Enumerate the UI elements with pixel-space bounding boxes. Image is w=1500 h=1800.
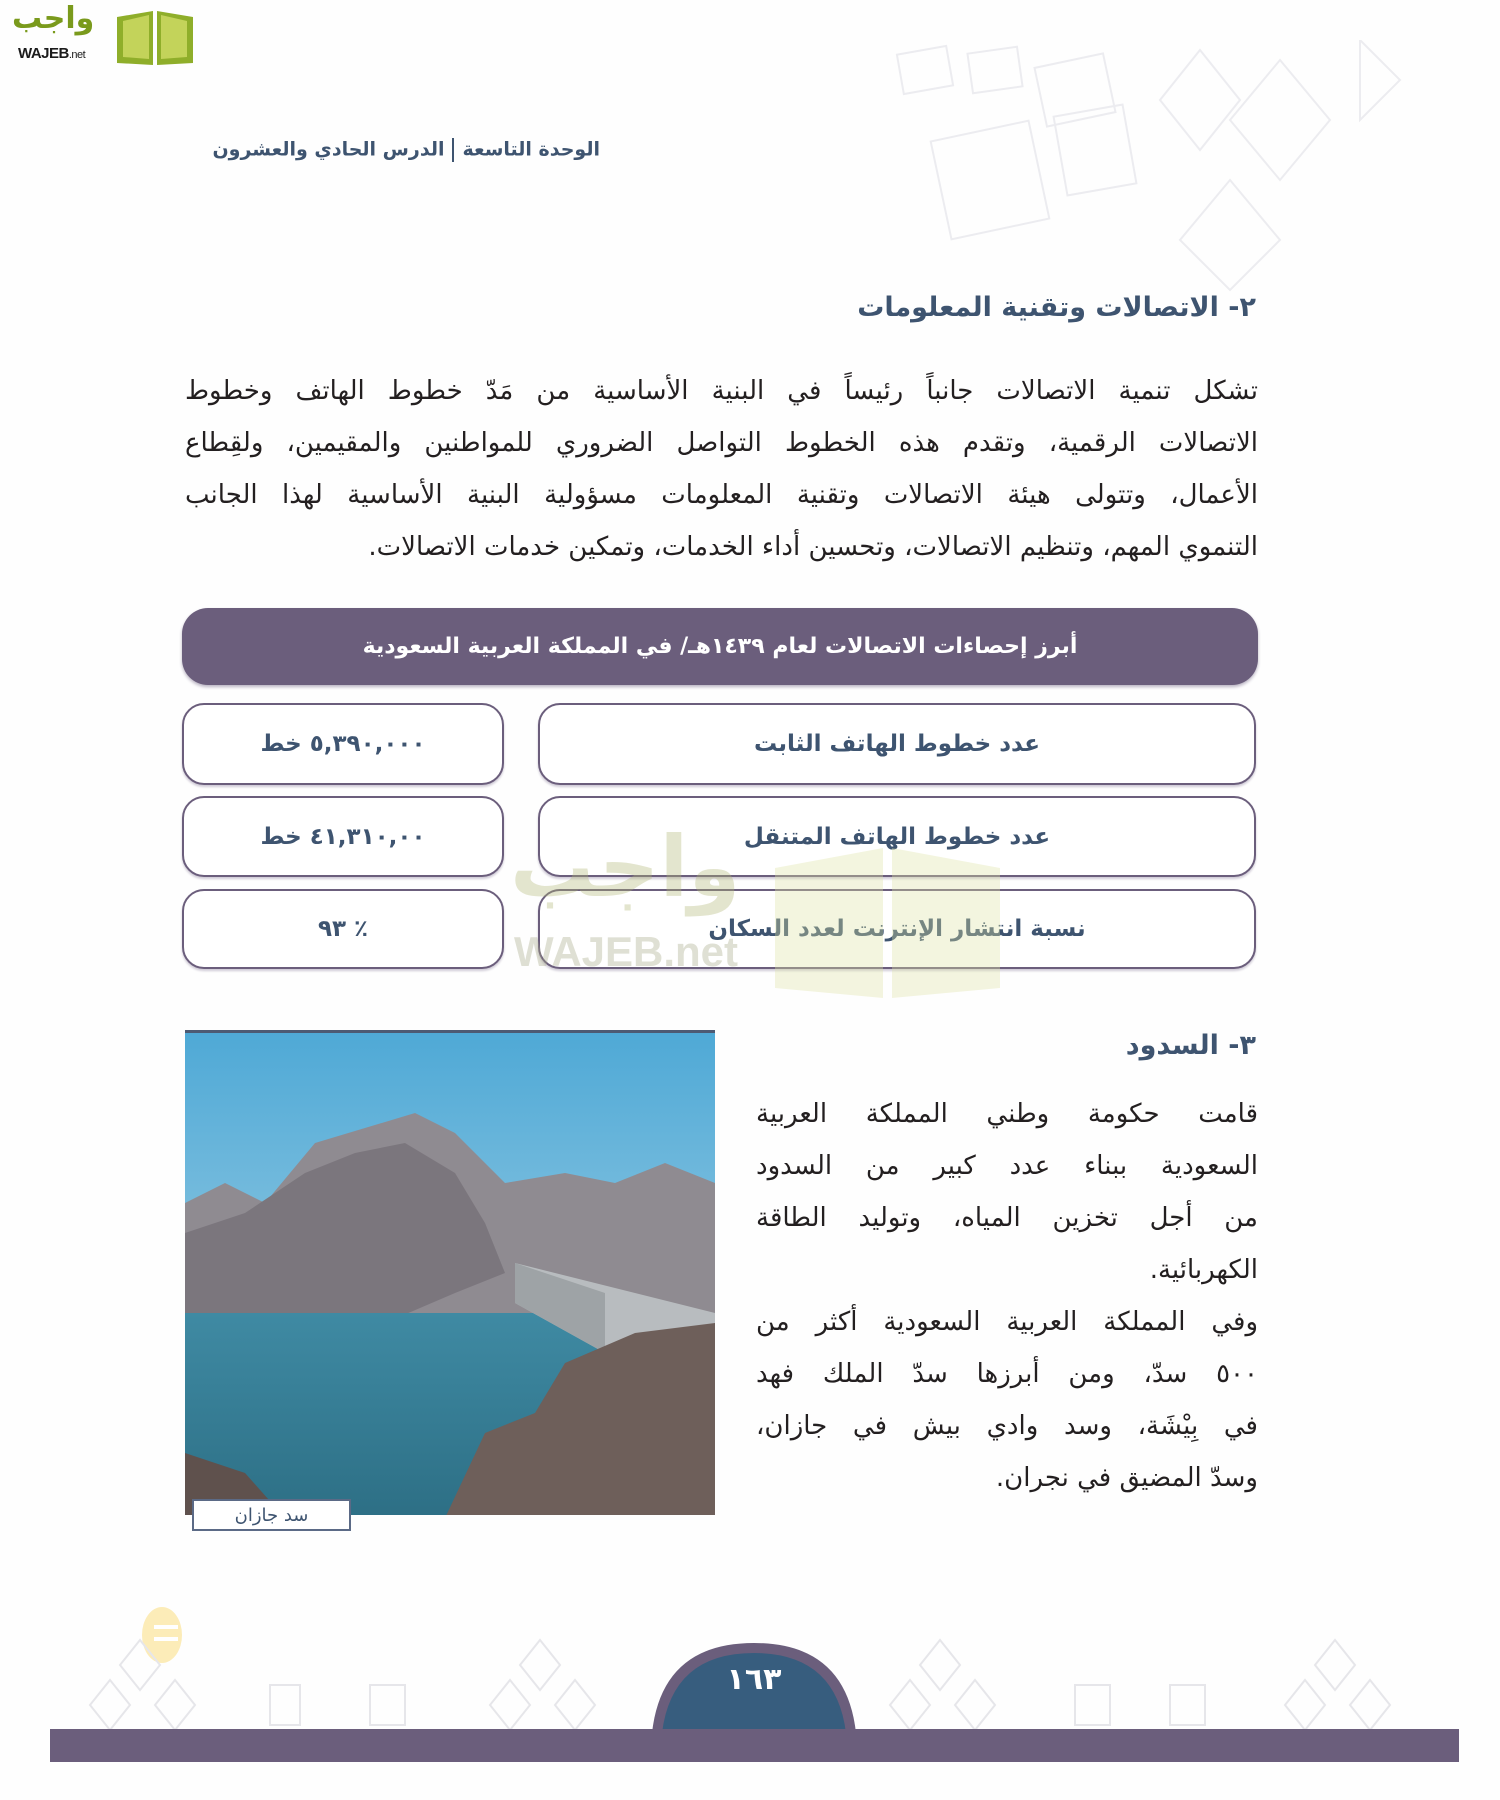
decorative-pattern bbox=[860, 40, 1460, 300]
wajeb-logo[interactable] bbox=[8, 1, 193, 67]
paragraph-line: الأعمال، وتتولى هيئة الاتصالات وتقنية المعلومات مسؤولية البنية الأساسية لهذا الجانب bbox=[185, 480, 1258, 510]
unit-label: الوحدة التاسعة bbox=[462, 138, 600, 161]
divider bbox=[452, 138, 454, 162]
watermark-latin: WAJEB.net bbox=[514, 928, 739, 975]
stat-label-internet: نسبة انتشار الإنترنت لعدد السكان bbox=[538, 889, 1256, 969]
telecom-paragraph bbox=[185, 365, 1258, 573]
stat-label-fixed-lines: عدد خطوط الهاتف الثابت bbox=[538, 703, 1256, 785]
paragraph-line: السعودية ببناء عدد كبير من السدود bbox=[756, 1151, 1258, 1181]
paragraph-line: ٥٠٠ سدّ، ومن أبرزها سدّ الملك فهد bbox=[756, 1359, 1258, 1389]
section-title-telecom: ٢- الاتصالات وتقنية المعلومات bbox=[857, 292, 1256, 323]
image-caption: سد جازان bbox=[192, 1499, 351, 1531]
watermark-arabic: واجب bbox=[510, 818, 741, 916]
paragraph-line: تشكل تنمية الاتصالات جانباً رئيساً في البنية الأساسية من مَدّ خطوط الهاتف وخطوط bbox=[185, 376, 1258, 406]
paragraph-line: من أجل تخزين المياه، وتوليد الطاقة bbox=[756, 1203, 1258, 1233]
paragraph-line: وسدّ المضيق في نجران. bbox=[995, 1463, 1258, 1493]
paragraph-line: وفي المملكة العربية السعودية أكثر من bbox=[756, 1307, 1258, 1337]
paragraph-line: الاتصالات الرقمية، وتقدم هذه الخطوط التواصل الضروري للمواطنين والمقيمين، ولقِطاع bbox=[185, 428, 1258, 458]
lesson-label: الدرس الحادي والعشرون bbox=[212, 138, 445, 161]
paragraph-line: التنموي المهم، وتنظيم الاتصالات، وتحسين أداء الخدمات، وتمكين خدمات الاتصالات. bbox=[368, 532, 1258, 562]
logo-arabic: واجب bbox=[12, 1, 95, 36]
logo-latin: WAJEB.net bbox=[18, 45, 86, 62]
stat-value-internet: ٪ ٩٣ bbox=[182, 889, 504, 969]
stat-label-mobile-lines: عدد خطوط الهاتف المتنقل bbox=[538, 796, 1256, 877]
paragraph-line: الكهربائية. bbox=[1149, 1255, 1258, 1285]
stat-value-fixed-lines: ٥,٣٩٠,٠٠٠ خط bbox=[182, 703, 504, 785]
stat-value-mobile-lines: ٤١,٣١٠,٠٠ خط bbox=[182, 796, 504, 877]
footer-bar bbox=[50, 1729, 1459, 1762]
stats-table-title: أبرز إحصاءات الاتصالات لعام ١٤٣٩هـ/ في المملكة العربية السعودية bbox=[182, 608, 1258, 685]
section-title-dams: ٣- السدود bbox=[1125, 1030, 1256, 1061]
book-icon bbox=[115, 7, 195, 67]
paragraph-line: قامت حكومة وطني المملكة العربية bbox=[756, 1099, 1258, 1129]
breadcrumb bbox=[212, 138, 600, 162]
dams-paragraph bbox=[756, 1088, 1258, 1504]
paragraph-line: في بِيْشَة، وسد وادي بيش في جازان، bbox=[756, 1411, 1258, 1441]
jazan-dam-photo bbox=[185, 1030, 715, 1515]
dam-image bbox=[185, 1033, 715, 1515]
page-number: ١٦٣ bbox=[726, 1662, 782, 1697]
